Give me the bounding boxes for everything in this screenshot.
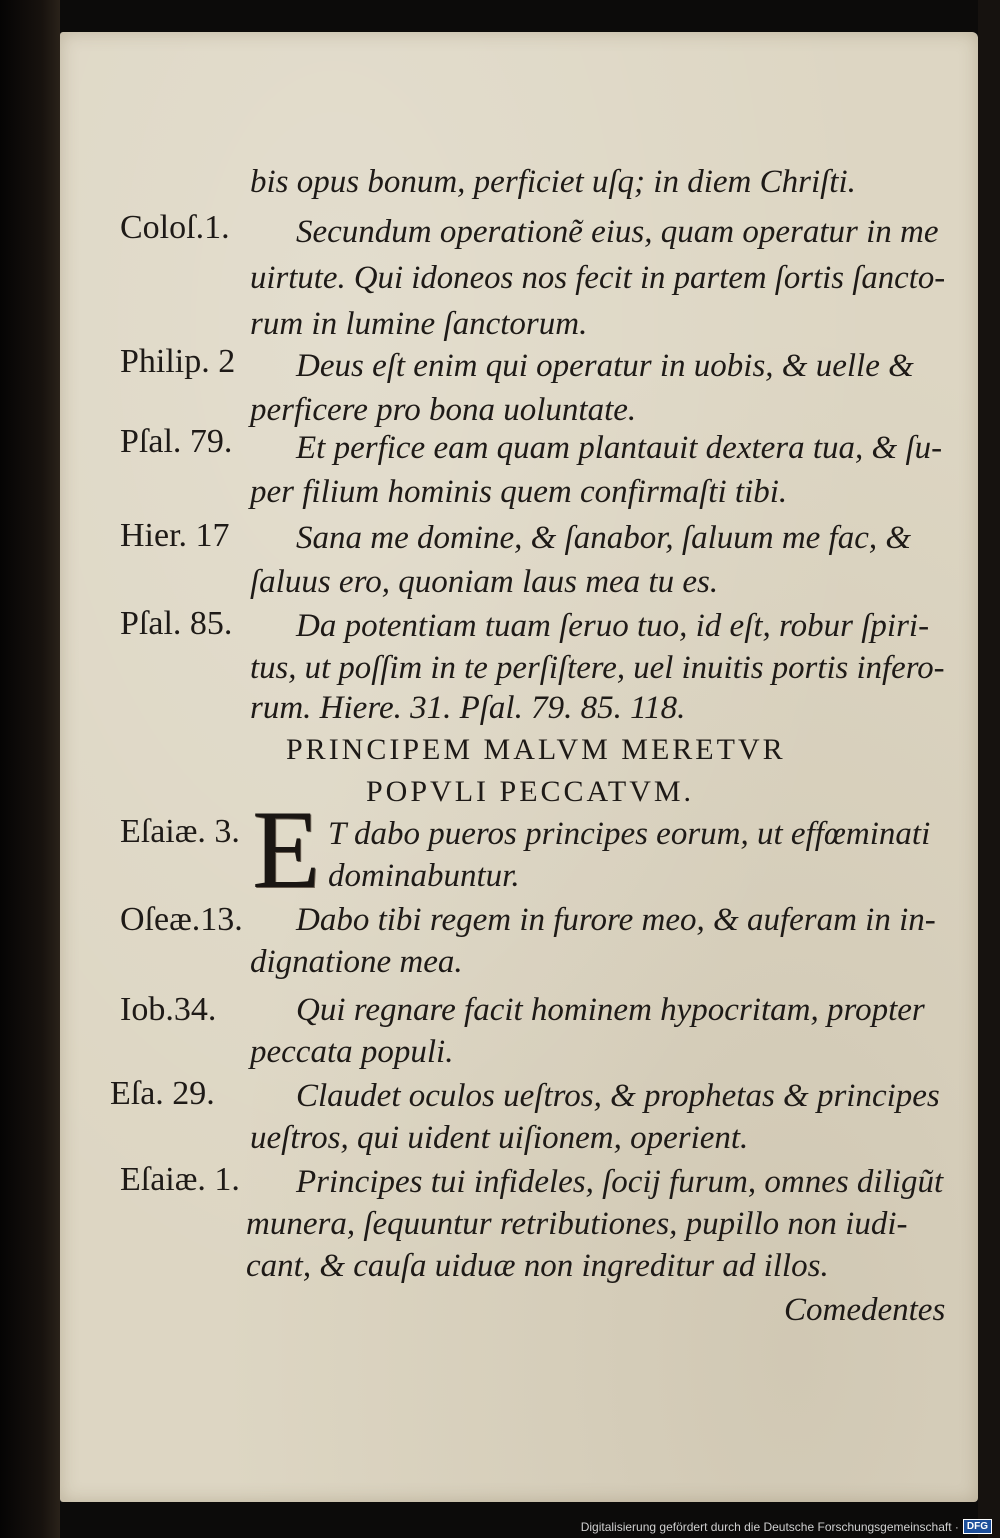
dfg-logo-icon: DFG <box>963 1519 992 1534</box>
body-line: peccata populi. <box>250 1034 454 1070</box>
body-line: Da potentiam tuam ſeruo tuo, id eſt, robur ſpiri- <box>296 608 930 644</box>
margin-note-isaiah-1: Eſaiæ. 1. <box>120 1161 240 1198</box>
body-line: bis opus bonum, perficiet uſq; in diem Chriſti. <box>250 164 856 200</box>
body-line: dominabuntur. <box>328 858 520 894</box>
body-line: perficere pro bona uoluntate. <box>250 392 637 428</box>
margin-note-psalm-79: Pſal. 79. <box>120 423 233 460</box>
body-line: rum in lumine ſanctorum. <box>250 306 588 342</box>
book-spine <box>0 0 60 1538</box>
body-line: Secundum operationẽ eius, quam operatur in me <box>296 214 939 250</box>
catchword: Comedentes <box>784 1292 946 1328</box>
credit-text: Digitalisierung gefördert durch die Deutsche Forschungsgemeinschaft · <box>580 1519 959 1534</box>
body-line: T dabo pueros principes eorum, ut effœminati <box>328 816 931 852</box>
body-line: Et perfice eam quam plantauit dextera tua, & ſu- <box>296 430 943 466</box>
body-line: uirtute. Qui idoneos nos fecit in partem ſortis ſancto- <box>250 260 946 296</box>
body-line: ueſtros, qui uident uiſionem, operient. <box>250 1120 749 1156</box>
body-line: ſaluus ero, quoniam laus mea tu es. <box>250 564 719 600</box>
margin-note-hosea: Oſeæ.13. <box>120 901 243 938</box>
body-line: munera, ſequuntur retributiones, pupillo non iudi- <box>246 1206 908 1242</box>
section-heading-line-1: PRINCIPEM MALVM MERETVR <box>286 733 786 766</box>
margin-note-philippians: Philip. 2 <box>120 343 236 380</box>
body-line: rum. Hiere. 31. Pſal. 79. 85. 118. <box>250 690 686 726</box>
margin-note-jeremiah: Hier. 17 <box>120 517 230 554</box>
body-line: Deus eſt enim qui operatur in uobis, & uelle & <box>296 348 914 384</box>
body-line: cant, & cauſa uiduæ non ingreditur ad illos. <box>246 1248 829 1284</box>
body-line: Claudet oculos ueſtros, & prophetas & principes <box>296 1078 940 1114</box>
scan-right-edge <box>978 0 1000 1538</box>
margin-note-job: Iob.34. <box>120 991 217 1028</box>
section-heading-line-2: POPVLI PECCATVM. <box>366 775 695 808</box>
margin-note-psalm-85: Pſal. 85. <box>120 605 233 642</box>
body-line: Principes tui infideles, ſocij furum, omnes diligũt <box>296 1164 944 1200</box>
body-line: tus, ut poſſim in te perſiſtere, uel inuitis portis infero- <box>250 650 945 686</box>
body-line: per filium hominis quem confirmaſti tibi. <box>250 474 788 510</box>
margin-note-colossians: Coloſ.1. <box>120 209 230 246</box>
drop-initial: E <box>252 788 321 912</box>
body-line: Qui regnare facit hominem hypocritam, propter <box>296 992 925 1028</box>
body-line: Dabo tibi regem in furore meo, & auferam in in- <box>296 902 936 938</box>
digitization-credit <box>581 1519 992 1534</box>
margin-note-isaiah-3: Eſaiæ. 3. <box>120 813 240 850</box>
body-line: dignatione mea. <box>250 944 463 980</box>
margin-note-isaiah-29: Eſa. 29. <box>110 1075 215 1112</box>
body-line: Sana me domine, & ſanabor, ſaluum me fac, & <box>296 520 912 556</box>
